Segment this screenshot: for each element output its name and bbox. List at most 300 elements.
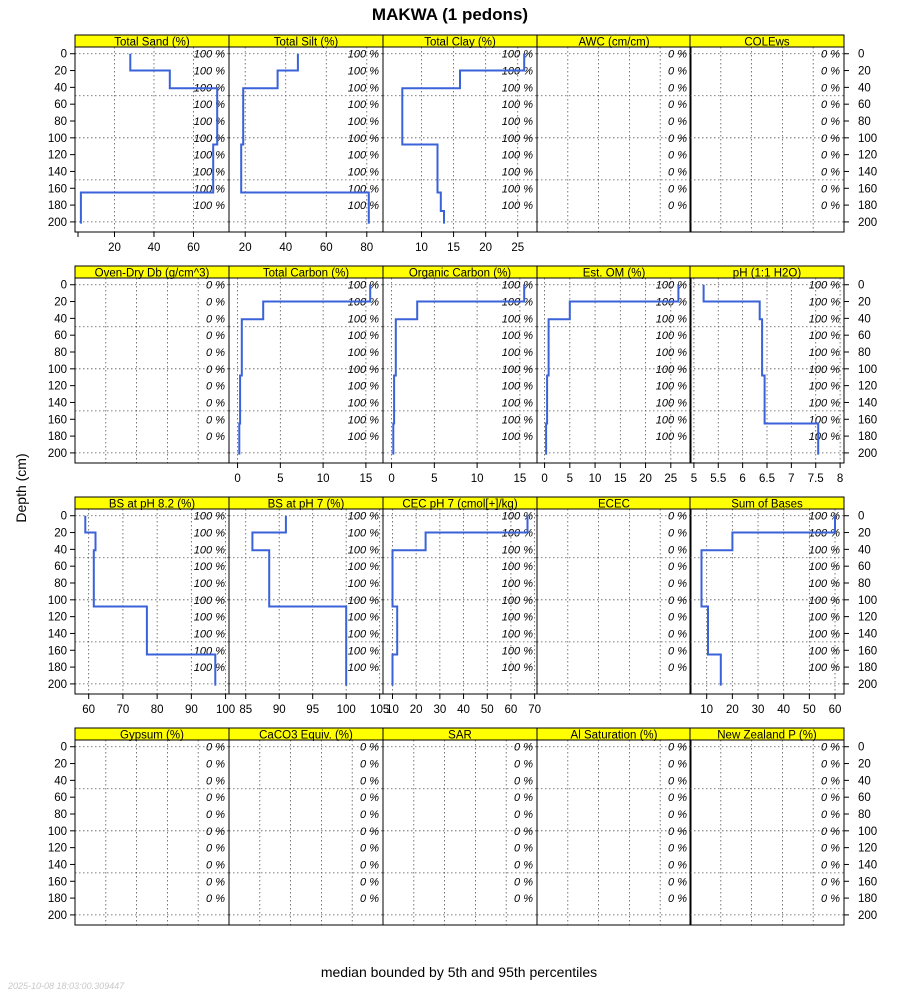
x-tick-label: 5 bbox=[566, 473, 574, 485]
percent-label: 100 % bbox=[347, 313, 379, 326]
percent-label: 100 % bbox=[808, 662, 840, 675]
percent-label: 100 % bbox=[501, 65, 533, 78]
y-tick-label: 0 bbox=[60, 741, 67, 754]
y-tick-label: 80 bbox=[858, 116, 871, 128]
y-tick-label: 60 bbox=[54, 561, 67, 574]
x-tick-label: 60 bbox=[504, 704, 518, 716]
x-tick-label: 7.5 bbox=[807, 473, 824, 485]
percent-label: 0 % bbox=[668, 166, 687, 179]
percent-label: 100 % bbox=[347, 527, 379, 540]
panel-strip-label: CEC pH 7 (cmol[+]/kg) bbox=[402, 498, 518, 511]
percent-label: 100 % bbox=[347, 544, 379, 557]
x-tick-label: 50 bbox=[802, 704, 816, 716]
percent-label: 100 % bbox=[193, 628, 225, 641]
percent-label: 0 % bbox=[514, 809, 533, 821]
y-tick-label: 160 bbox=[47, 645, 67, 658]
percent-label: 100 % bbox=[193, 662, 225, 675]
panel-strip-label: New Zealand P (%) bbox=[717, 729, 817, 742]
median-profile-line bbox=[704, 285, 819, 455]
panel bbox=[229, 728, 383, 925]
percent-label: 0 % bbox=[668, 611, 687, 624]
y-tick-label: 80 bbox=[858, 809, 871, 821]
percent-label: 0 % bbox=[821, 809, 840, 821]
percent-label: 0 % bbox=[668, 758, 687, 771]
percent-label: 0 % bbox=[514, 825, 533, 838]
percent-label: 0 % bbox=[821, 116, 840, 128]
percent-label: 0 % bbox=[206, 330, 225, 343]
x-tick-label: 20 bbox=[108, 242, 121, 254]
percent-label: 0 % bbox=[514, 859, 533, 872]
percent-label: 100 % bbox=[655, 279, 687, 292]
x-tick-label: 0 bbox=[234, 473, 241, 485]
percent-label: 0 % bbox=[360, 741, 379, 754]
panel-strip-label: Organic Carbon (%) bbox=[408, 267, 512, 280]
percent-label: 100 % bbox=[808, 363, 840, 376]
percent-label: 0 % bbox=[821, 859, 840, 872]
panel-strip-label: pH (1:1 H2O) bbox=[732, 267, 802, 280]
percent-label: 0 % bbox=[360, 758, 379, 771]
y-tick-label: 100 bbox=[858, 132, 878, 145]
percent-label: 0 % bbox=[821, 132, 840, 145]
percent-label: 0 % bbox=[821, 893, 840, 906]
percent-label: 100 % bbox=[655, 347, 687, 359]
percent-label: 0 % bbox=[821, 876, 840, 889]
x-tick-label: 10 bbox=[588, 473, 602, 485]
x-tick-label: 80 bbox=[360, 242, 374, 254]
percent-label: 0 % bbox=[668, 149, 687, 162]
x-tick-label: 85 bbox=[239, 704, 253, 716]
chart-title: MAKWA (1 pedons) bbox=[371, 5, 529, 24]
percent-label: 100 % bbox=[501, 82, 533, 95]
panel bbox=[383, 497, 541, 716]
y-tick-label: 60 bbox=[54, 330, 67, 343]
percent-label: 100 % bbox=[501, 183, 533, 196]
percent-label: 100 % bbox=[347, 510, 379, 523]
y-tick-label: 120 bbox=[858, 149, 878, 162]
y-tick-label: 80 bbox=[54, 116, 67, 128]
percent-label: 0 % bbox=[668, 792, 687, 805]
panel-strip-label: Total Clay (%) bbox=[424, 36, 496, 49]
percent-label: 0 % bbox=[668, 859, 687, 872]
panel bbox=[48, 497, 235, 716]
percent-label: 0 % bbox=[514, 876, 533, 889]
percent-label: 0 % bbox=[668, 200, 687, 213]
percent-label: 0 % bbox=[514, 741, 533, 754]
percent-label: 100 % bbox=[808, 578, 840, 590]
percent-label: 0 % bbox=[206, 792, 225, 805]
panel-strip-label: Est. OM (%) bbox=[582, 267, 646, 280]
y-tick-label: 0 bbox=[60, 279, 67, 292]
percent-label: 100 % bbox=[347, 414, 379, 427]
panel-strip-label: ECEC bbox=[598, 498, 630, 511]
y-tick-label: 180 bbox=[858, 662, 878, 675]
x-tick-label: 10 bbox=[700, 704, 714, 716]
percent-label: 100 % bbox=[347, 132, 379, 145]
percent-label: 0 % bbox=[821, 99, 840, 112]
percent-label: 100 % bbox=[501, 279, 533, 292]
percent-label: 100 % bbox=[655, 414, 687, 427]
y-tick-label: 180 bbox=[858, 893, 878, 906]
percent-label: 0 % bbox=[668, 116, 687, 128]
percent-label: 100 % bbox=[501, 363, 533, 376]
y-tick-label: 80 bbox=[54, 578, 67, 590]
percent-label: 0 % bbox=[514, 792, 533, 805]
percent-label: 0 % bbox=[668, 527, 687, 540]
x-tick-label: 5 bbox=[690, 473, 698, 485]
percent-label: 0 % bbox=[206, 397, 225, 410]
percent-label: 100 % bbox=[655, 330, 687, 343]
percent-label: 100 % bbox=[347, 561, 379, 574]
y-tick-label: 120 bbox=[47, 611, 67, 624]
panel bbox=[383, 266, 537, 485]
x-tick-label: 30 bbox=[751, 704, 765, 716]
percent-label: 100 % bbox=[193, 132, 225, 145]
percent-label: 0 % bbox=[206, 809, 225, 821]
x-tick-label: 0 bbox=[388, 473, 395, 485]
percent-label: 100 % bbox=[808, 510, 840, 523]
y-tick-label: 140 bbox=[858, 397, 878, 410]
percent-label: 100 % bbox=[808, 313, 840, 326]
percent-label: 100 % bbox=[501, 166, 533, 179]
percent-label: 0 % bbox=[360, 876, 379, 889]
percent-label: 0 % bbox=[668, 628, 687, 641]
x-tick-label: 95 bbox=[306, 704, 320, 716]
percent-label: 0 % bbox=[668, 645, 687, 658]
percent-label: 100 % bbox=[501, 645, 533, 658]
y-tick-label: 200 bbox=[47, 678, 67, 691]
percent-label: 0 % bbox=[821, 825, 840, 838]
percent-label: 100 % bbox=[501, 414, 533, 427]
percent-label: 0 % bbox=[668, 82, 687, 95]
percent-label: 0 % bbox=[668, 65, 687, 78]
x-tick-label: 5 bbox=[277, 473, 284, 485]
percent-label: 0 % bbox=[821, 149, 840, 162]
x-tick-label: 105 bbox=[370, 704, 390, 716]
x-tick-label: 0 bbox=[541, 473, 548, 485]
percent-label: 0 % bbox=[668, 893, 687, 906]
percent-label: 0 % bbox=[668, 662, 687, 675]
percent-label: 0 % bbox=[206, 279, 225, 292]
percent-label: 0 % bbox=[821, 842, 840, 855]
percent-label: 0 % bbox=[206, 380, 225, 393]
y-tick-label: 20 bbox=[54, 65, 67, 78]
percent-label: 0 % bbox=[821, 65, 840, 78]
y-tick-label: 20 bbox=[858, 296, 871, 309]
x-tick-label: 6 bbox=[739, 473, 746, 485]
y-tick-label: 60 bbox=[858, 99, 871, 112]
percent-label: 100 % bbox=[347, 611, 379, 624]
y-tick-label: 140 bbox=[47, 859, 67, 872]
percent-label: 100 % bbox=[808, 544, 840, 557]
y-tick-label: 160 bbox=[858, 645, 878, 658]
y-tick-label: 160 bbox=[858, 414, 878, 427]
x-tick-label: 80 bbox=[150, 704, 164, 716]
panel-strip-label: BS at pH 7 (%) bbox=[267, 498, 345, 511]
percent-label: 0 % bbox=[821, 775, 840, 788]
y-tick-label: 200 bbox=[858, 447, 878, 460]
x-tick-label: 25 bbox=[664, 473, 678, 485]
percent-label: 0 % bbox=[668, 510, 687, 523]
x-tick-label: 10 bbox=[386, 704, 399, 716]
y-tick-label: 60 bbox=[858, 330, 871, 343]
panel bbox=[537, 728, 691, 925]
percent-label: 0 % bbox=[821, 48, 840, 61]
percent-label: 100 % bbox=[808, 347, 840, 359]
y-tick-label: 140 bbox=[47, 397, 67, 410]
percent-label: 100 % bbox=[808, 628, 840, 641]
y-tick-label: 40 bbox=[858, 544, 871, 557]
percent-label: 100 % bbox=[808, 594, 840, 607]
panels-group bbox=[48, 35, 877, 925]
x-tick-label: 20 bbox=[639, 473, 652, 485]
y-tick-label: 0 bbox=[858, 510, 865, 523]
percent-label: 100 % bbox=[655, 431, 687, 444]
panel-strip-label: Sum of Bases bbox=[731, 498, 803, 511]
percent-label: 100 % bbox=[501, 510, 533, 523]
percent-label: 100 % bbox=[501, 313, 533, 326]
y-tick-label: 140 bbox=[47, 628, 67, 641]
percent-label: 100 % bbox=[808, 296, 840, 309]
percent-label: 0 % bbox=[360, 825, 379, 838]
x-tick-label: 15 bbox=[613, 473, 627, 485]
panel bbox=[537, 497, 691, 694]
x-tick-label: 15 bbox=[447, 242, 460, 254]
y-tick-label: 120 bbox=[47, 149, 67, 162]
percent-label: 100 % bbox=[655, 313, 687, 326]
panel bbox=[48, 266, 229, 463]
percent-label: 0 % bbox=[668, 741, 687, 754]
percent-label: 100 % bbox=[501, 149, 533, 162]
y-tick-label: 80 bbox=[858, 578, 871, 590]
percent-label: 0 % bbox=[668, 132, 687, 145]
panel bbox=[690, 266, 877, 485]
y-tick-label: 120 bbox=[858, 842, 878, 855]
x-tick-label: 15 bbox=[359, 473, 373, 485]
y-tick-label: 0 bbox=[858, 48, 865, 61]
percent-label: 100 % bbox=[655, 397, 687, 410]
percent-label: 0 % bbox=[360, 775, 379, 788]
percent-label: 0 % bbox=[821, 792, 840, 805]
y-tick-label: 200 bbox=[858, 216, 878, 229]
y-tick-label: 20 bbox=[54, 758, 67, 771]
percent-label: 0 % bbox=[821, 741, 840, 754]
y-tick-label: 100 bbox=[858, 594, 878, 607]
percent-label: 100 % bbox=[808, 431, 840, 444]
percent-label: 100 % bbox=[193, 611, 225, 624]
percent-label: 100 % bbox=[808, 527, 840, 540]
percent-label: 0 % bbox=[360, 893, 379, 906]
x-tick-label: 20 bbox=[409, 704, 423, 716]
x-tick-label: 20 bbox=[479, 242, 493, 254]
y-tick-label: 40 bbox=[858, 82, 871, 95]
y-tick-label: 0 bbox=[858, 279, 865, 292]
percent-label: 0 % bbox=[668, 775, 687, 788]
y-tick-label: 160 bbox=[47, 414, 67, 427]
y-tick-label: 200 bbox=[858, 678, 878, 691]
panel bbox=[48, 728, 229, 925]
x-tick-label: 8 bbox=[836, 473, 844, 485]
percent-label: 0 % bbox=[206, 859, 225, 872]
percent-label: 100 % bbox=[193, 594, 225, 607]
x-tick-label: 60 bbox=[187, 242, 200, 254]
percent-label: 100 % bbox=[501, 397, 533, 410]
percent-label: 100 % bbox=[347, 397, 379, 410]
percent-label: 100 % bbox=[501, 594, 533, 607]
panel-strip-label: SAR bbox=[448, 729, 472, 742]
y-tick-label: 60 bbox=[858, 792, 871, 805]
percent-label: 0 % bbox=[514, 893, 533, 906]
percent-label: 0 % bbox=[668, 876, 687, 889]
y-tick-label: 40 bbox=[858, 313, 871, 326]
y-tick-label: 0 bbox=[60, 510, 67, 523]
percent-label: 0 % bbox=[821, 166, 840, 179]
x-tick-label: 7 bbox=[788, 473, 795, 485]
median-profile-line bbox=[252, 516, 346, 686]
x-tick-label: 100 bbox=[336, 704, 356, 716]
panel bbox=[383, 35, 537, 254]
panel-strip-label: Al Saturation (%) bbox=[570, 729, 658, 742]
percent-label: 0 % bbox=[206, 296, 225, 309]
y-tick-label: 180 bbox=[858, 431, 878, 444]
panel-strip-label: COLEws bbox=[744, 36, 790, 49]
percent-label: 100 % bbox=[501, 132, 533, 145]
percent-label: 0 % bbox=[821, 183, 840, 196]
percent-label: 0 % bbox=[206, 842, 225, 855]
panel-strip-label: CaCO3 Equiv. (%) bbox=[259, 729, 353, 742]
percent-label: 100 % bbox=[501, 662, 533, 675]
percent-label: 100 % bbox=[501, 200, 533, 213]
percent-label: 100 % bbox=[347, 645, 379, 658]
percent-label: 100 % bbox=[501, 527, 533, 540]
y-tick-label: 60 bbox=[54, 792, 67, 805]
panel bbox=[383, 728, 537, 925]
percent-label: 100 % bbox=[347, 594, 379, 607]
y-tick-label: 140 bbox=[47, 166, 67, 179]
percent-label: 0 % bbox=[668, 809, 687, 821]
percent-label: 100 % bbox=[193, 510, 225, 523]
percent-label: 100 % bbox=[655, 296, 687, 309]
percent-label: 100 % bbox=[808, 380, 840, 393]
percent-label: 100 % bbox=[193, 48, 225, 61]
percent-label: 100 % bbox=[347, 662, 379, 675]
percent-label: 0 % bbox=[514, 758, 533, 771]
x-tick-label: 60 bbox=[319, 242, 333, 254]
y-tick-label: 80 bbox=[858, 347, 871, 359]
y-tick-label: 20 bbox=[858, 65, 871, 78]
percent-label: 0 % bbox=[668, 594, 687, 607]
x-tick-label: 40 bbox=[777, 704, 791, 716]
y-tick-label: 80 bbox=[54, 347, 67, 359]
percent-label: 100 % bbox=[347, 628, 379, 641]
percent-label: 100 % bbox=[193, 578, 225, 590]
panel bbox=[537, 35, 691, 232]
percent-label: 100 % bbox=[347, 296, 379, 309]
y-tick-label: 180 bbox=[47, 893, 67, 906]
percent-label: 100 % bbox=[347, 82, 379, 95]
percent-label: 100 % bbox=[808, 645, 840, 658]
panel bbox=[229, 35, 383, 254]
y-tick-label: 20 bbox=[54, 527, 67, 540]
percent-label: 100 % bbox=[347, 99, 379, 112]
percent-label: 100 % bbox=[193, 544, 225, 557]
percent-label: 0 % bbox=[668, 825, 687, 838]
percent-label: 100 % bbox=[808, 397, 840, 410]
x-axis-label: median bounded by 5th and 95th percentiles bbox=[320, 964, 598, 980]
y-tick-label: 0 bbox=[60, 48, 67, 61]
percent-label: 100 % bbox=[193, 99, 225, 112]
x-tick-label: 20 bbox=[725, 704, 739, 716]
y-tick-label: 180 bbox=[858, 200, 878, 213]
percent-label: 100 % bbox=[501, 611, 533, 624]
percent-label: 0 % bbox=[821, 758, 840, 771]
percent-label: 100 % bbox=[808, 414, 840, 427]
percent-label: 100 % bbox=[501, 116, 533, 128]
percent-label: 0 % bbox=[821, 82, 840, 95]
percent-label: 100 % bbox=[501, 296, 533, 309]
percent-label: 100 % bbox=[501, 628, 533, 641]
percent-label: 100 % bbox=[347, 431, 379, 444]
y-tick-label: 100 bbox=[858, 363, 878, 376]
panel-strip-label: AWC (cm/cm) bbox=[578, 36, 650, 49]
y-tick-label: 180 bbox=[47, 662, 67, 675]
percent-label: 100 % bbox=[347, 330, 379, 343]
x-tick-label: 6.5 bbox=[759, 473, 775, 485]
panel-strip-label: Total Silt (%) bbox=[273, 36, 339, 49]
percent-label: 100 % bbox=[501, 330, 533, 343]
y-tick-label: 140 bbox=[858, 166, 878, 179]
percent-label: 0 % bbox=[206, 741, 225, 754]
percent-label: 100 % bbox=[501, 347, 533, 359]
x-tick-label: 90 bbox=[272, 704, 286, 716]
percent-label: 0 % bbox=[668, 842, 687, 855]
y-tick-label: 120 bbox=[858, 611, 878, 624]
y-tick-label: 200 bbox=[47, 447, 67, 460]
y-tick-label: 120 bbox=[47, 842, 67, 855]
percent-label: 0 % bbox=[206, 825, 225, 838]
percent-label: 100 % bbox=[501, 380, 533, 393]
y-tick-label: 140 bbox=[858, 628, 878, 641]
x-tick-label: 30 bbox=[433, 704, 447, 716]
y-tick-label: 160 bbox=[47, 183, 67, 196]
x-tick-label: 40 bbox=[279, 242, 293, 254]
panel-strip-label: Oven-Dry Db (g/cm^3) bbox=[94, 267, 210, 280]
percent-label: 0 % bbox=[821, 200, 840, 213]
percent-label: 100 % bbox=[347, 347, 379, 359]
percent-label: 100 % bbox=[193, 183, 225, 196]
percent-label: 100 % bbox=[808, 561, 840, 574]
y-tick-label: 180 bbox=[47, 431, 67, 444]
y-tick-label: 40 bbox=[54, 313, 67, 326]
percent-label: 100 % bbox=[193, 561, 225, 574]
panel bbox=[229, 266, 383, 485]
percent-label: 0 % bbox=[360, 809, 379, 821]
percent-label: 100 % bbox=[347, 578, 379, 590]
x-tick-label: 40 bbox=[147, 242, 161, 254]
y-tick-label: 60 bbox=[858, 561, 871, 574]
percent-label: 0 % bbox=[360, 842, 379, 855]
x-tick-label: 10 bbox=[470, 473, 484, 485]
y-tick-label: 20 bbox=[858, 527, 871, 540]
y-tick-label: 80 bbox=[54, 809, 67, 821]
x-tick-label: 60 bbox=[82, 704, 96, 716]
percent-label: 100 % bbox=[193, 200, 225, 213]
percent-label: 0 % bbox=[206, 347, 225, 359]
y-tick-label: 160 bbox=[47, 876, 67, 889]
x-tick-label: 10 bbox=[316, 473, 330, 485]
percent-label: 0 % bbox=[206, 893, 225, 906]
x-tick-label: 100 bbox=[215, 704, 236, 716]
y-tick-label: 200 bbox=[47, 216, 67, 229]
